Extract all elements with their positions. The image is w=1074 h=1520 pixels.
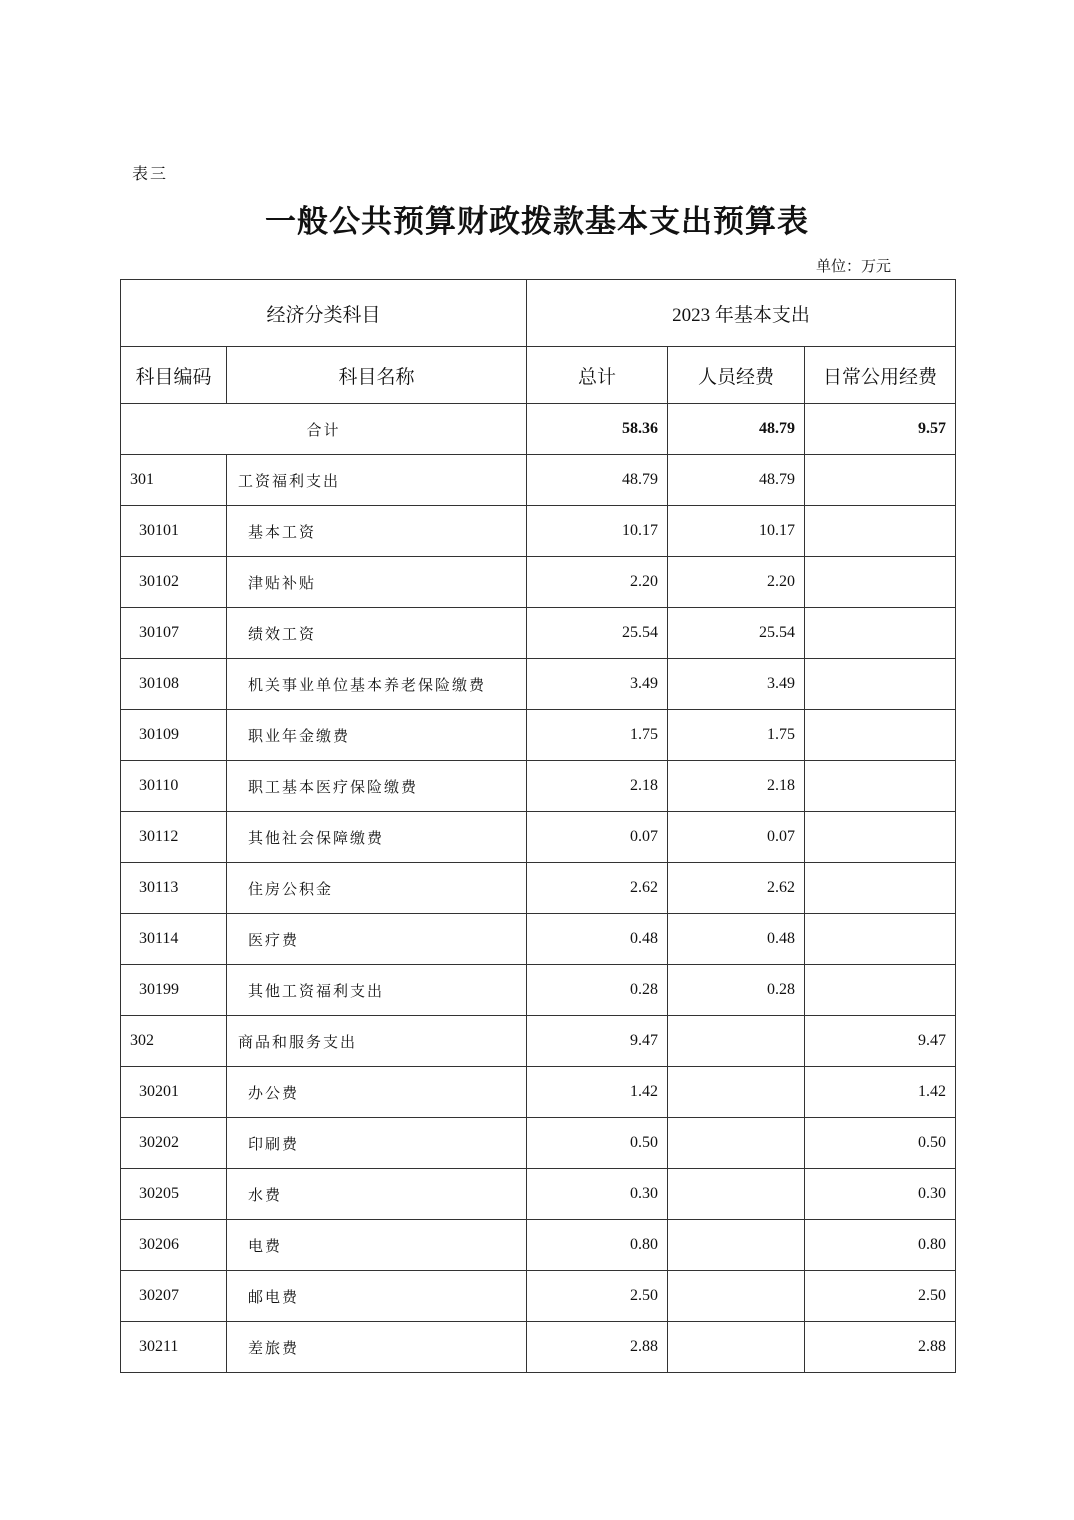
row-code: 30202 — [121, 1118, 227, 1169]
row-total: 2.50 — [527, 1271, 668, 1322]
row-name: 机关事业单位基本养老保险缴费 — [227, 659, 527, 710]
row-public: 0.80 — [805, 1220, 956, 1271]
row-name: 印刷费 — [227, 1118, 527, 1169]
row-code: 30107 — [121, 608, 227, 659]
table-row — [121, 1118, 956, 1169]
row-personnel — [668, 1322, 805, 1373]
row-code: 30108 — [121, 659, 227, 710]
column-header-row — [121, 347, 956, 404]
row-total: 0.80 — [527, 1220, 668, 1271]
row-public — [805, 863, 956, 914]
budget-table — [120, 279, 956, 1373]
row-name: 其他工资福利支出 — [227, 965, 527, 1016]
row-public — [805, 761, 956, 812]
row-personnel: 48.79 — [668, 455, 805, 506]
table-row — [121, 1016, 956, 1067]
row-name: 津贴补贴 — [227, 557, 527, 608]
row-code: 30102 — [121, 557, 227, 608]
row-code: 30211 — [121, 1322, 227, 1373]
row-name: 差旅费 — [227, 1322, 527, 1373]
row-public — [805, 557, 956, 608]
row-code: 30201 — [121, 1067, 227, 1118]
row-name: 基本工资 — [227, 506, 527, 557]
row-total: 10.17 — [527, 506, 668, 557]
row-code: 30110 — [121, 761, 227, 812]
table-row — [121, 1169, 956, 1220]
row-name: 其他社会保障缴费 — [227, 812, 527, 863]
row-code: 30114 — [121, 914, 227, 965]
row-public: 0.50 — [805, 1118, 956, 1169]
header-personnel: 人员经费 — [668, 347, 805, 404]
row-code: 30113 — [121, 863, 227, 914]
row-code: 30101 — [121, 506, 227, 557]
row-name: 职业年金缴费 — [227, 710, 527, 761]
row-code: 30199 — [121, 965, 227, 1016]
row-name: 水费 — [227, 1169, 527, 1220]
header-total: 总计 — [527, 347, 668, 404]
table-row — [121, 710, 956, 761]
row-total: 0.07 — [527, 812, 668, 863]
row-name: 医疗费 — [227, 914, 527, 965]
row-personnel — [668, 1016, 805, 1067]
table-row — [121, 608, 956, 659]
row-personnel: 1.75 — [668, 710, 805, 761]
row-code: 301 — [121, 455, 227, 506]
row-total: 48.79 — [527, 455, 668, 506]
row-personnel: 0.48 — [668, 914, 805, 965]
row-total: 0.28 — [527, 965, 668, 1016]
row-total: 1.75 — [527, 710, 668, 761]
total-row — [121, 404, 956, 455]
header-budget-year: 2023 年基本支出 — [527, 280, 956, 347]
table-label: 表三 — [132, 164, 169, 183]
row-public — [805, 608, 956, 659]
row-code: 30206 — [121, 1220, 227, 1271]
row-name: 办公费 — [227, 1067, 527, 1118]
table-row — [121, 659, 956, 710]
row-public — [805, 812, 956, 863]
row-name: 工资福利支出 — [227, 455, 527, 506]
row-public: 9.47 — [805, 1016, 956, 1067]
row-public: 0.30 — [805, 1169, 956, 1220]
row-code: 30112 — [121, 812, 227, 863]
row-name: 邮电费 — [227, 1271, 527, 1322]
total-sum: 58.36 — [527, 404, 668, 455]
table-row — [121, 863, 956, 914]
row-personnel: 10.17 — [668, 506, 805, 557]
row-public — [805, 710, 956, 761]
group-header-row — [121, 280, 956, 347]
table-row — [121, 1220, 956, 1271]
table-row — [121, 761, 956, 812]
row-personnel — [668, 1271, 805, 1322]
row-total: 3.49 — [527, 659, 668, 710]
row-name: 住房公积金 — [227, 863, 527, 914]
row-public: 2.88 — [805, 1322, 956, 1373]
table-row — [121, 506, 956, 557]
row-public — [805, 965, 956, 1016]
row-public — [805, 506, 956, 557]
header-classification: 经济分类科目 — [121, 280, 527, 347]
header-code: 科目编码 — [121, 347, 227, 404]
table-row — [121, 914, 956, 965]
row-name: 职工基本医疗保险缴费 — [227, 761, 527, 812]
row-code: 30205 — [121, 1169, 227, 1220]
row-total: 9.47 — [527, 1016, 668, 1067]
row-total: 2.88 — [527, 1322, 668, 1373]
row-total: 2.18 — [527, 761, 668, 812]
row-public — [805, 659, 956, 710]
row-total: 0.50 — [527, 1118, 668, 1169]
row-personnel — [668, 1169, 805, 1220]
header-name: 科目名称 — [227, 347, 527, 404]
row-personnel: 0.28 — [668, 965, 805, 1016]
row-code: 30109 — [121, 710, 227, 761]
row-total: 0.30 — [527, 1169, 668, 1220]
row-name: 电费 — [227, 1220, 527, 1271]
table-row — [121, 965, 956, 1016]
row-public — [805, 455, 956, 506]
row-personnel: 2.18 — [668, 761, 805, 812]
row-name: 绩效工资 — [227, 608, 527, 659]
header-public: 日常公用经费 — [805, 347, 956, 404]
row-personnel: 25.54 — [668, 608, 805, 659]
page-title: 一般公共预算财政拨款基本支出预算表 — [265, 204, 809, 240]
table-row — [121, 1067, 956, 1118]
table-row — [121, 1322, 956, 1373]
row-total: 1.42 — [527, 1067, 668, 1118]
table-row — [121, 557, 956, 608]
row-public: 2.50 — [805, 1271, 956, 1322]
row-personnel: 2.62 — [668, 863, 805, 914]
row-personnel: 3.49 — [668, 659, 805, 710]
row-public — [805, 914, 956, 965]
row-personnel — [668, 1118, 805, 1169]
row-code: 302 — [121, 1016, 227, 1067]
row-total: 0.48 — [527, 914, 668, 965]
total-public: 9.57 — [805, 404, 956, 455]
row-total: 2.62 — [527, 863, 668, 914]
table-row — [121, 812, 956, 863]
table-row — [121, 1271, 956, 1322]
table-row — [121, 455, 956, 506]
row-total: 25.54 — [527, 608, 668, 659]
row-name: 商品和服务支出 — [227, 1016, 527, 1067]
total-personnel: 48.79 — [668, 404, 805, 455]
row-code: 30207 — [121, 1271, 227, 1322]
unit-note: 单位：万元 — [816, 257, 892, 275]
row-personnel: 0.07 — [668, 812, 805, 863]
row-personnel — [668, 1067, 805, 1118]
total-label: 合计 — [121, 404, 527, 455]
row-public: 1.42 — [805, 1067, 956, 1118]
row-total: 2.20 — [527, 557, 668, 608]
row-personnel — [668, 1220, 805, 1271]
row-personnel: 2.20 — [668, 557, 805, 608]
